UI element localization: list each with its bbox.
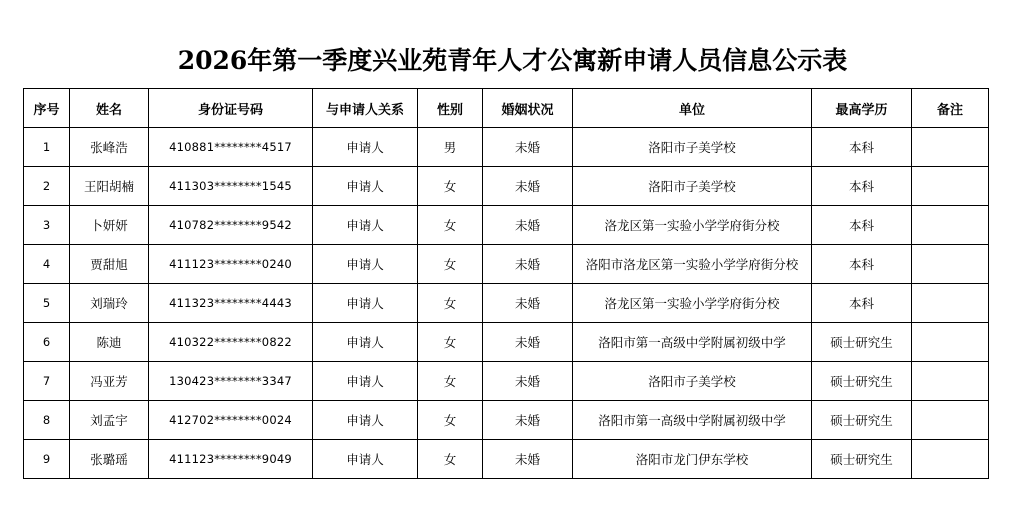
header-col-name: 姓名 bbox=[70, 89, 149, 128]
cell-col-marital-status: 未婚 bbox=[483, 401, 573, 440]
cell-col-id-number: 410322********0822 bbox=[149, 323, 313, 362]
table-row bbox=[24, 167, 989, 206]
cell-col-gender: 女 bbox=[418, 323, 483, 362]
header-col-seq: 序号 bbox=[24, 89, 70, 128]
cell-col-marital-status: 未婚 bbox=[483, 128, 573, 167]
cell-col-gender: 女 bbox=[418, 167, 483, 206]
cell-col-name: 卜妍妍 bbox=[70, 206, 149, 245]
cell-col-name: 贾甜旭 bbox=[70, 245, 149, 284]
cell-col-gender: 女 bbox=[418, 401, 483, 440]
cell-col-remarks bbox=[912, 245, 989, 284]
header-row bbox=[24, 89, 989, 128]
cell-col-name: 王阳胡楠 bbox=[70, 167, 149, 206]
cell-col-gender: 男 bbox=[418, 128, 483, 167]
table-row bbox=[24, 128, 989, 167]
cell-col-gender: 女 bbox=[418, 206, 483, 245]
table-row bbox=[24, 362, 989, 401]
table-row bbox=[24, 206, 989, 245]
cell-col-marital-status: 未婚 bbox=[483, 362, 573, 401]
cell-col-employer: 洛阳市子美学校 bbox=[573, 128, 812, 167]
cell-col-education: 本科 bbox=[812, 284, 912, 323]
table-row bbox=[24, 440, 989, 479]
cell-col-seq: 2 bbox=[24, 167, 70, 206]
header-col-gender: 性别 bbox=[418, 89, 483, 128]
cell-col-education: 本科 bbox=[812, 167, 912, 206]
cell-col-education: 本科 bbox=[812, 128, 912, 167]
header-col-employer: 单位 bbox=[573, 89, 812, 128]
cell-col-name: 冯亚芳 bbox=[70, 362, 149, 401]
cell-col-id-number: 411123********0240 bbox=[149, 245, 313, 284]
cell-col-id-number: 410782********9542 bbox=[149, 206, 313, 245]
header-col-remarks: 备注 bbox=[912, 89, 989, 128]
table-row bbox=[24, 323, 989, 362]
cell-col-id-number: 410881********4517 bbox=[149, 128, 313, 167]
cell-col-employer: 洛阳市子美学校 bbox=[573, 167, 812, 206]
cell-col-employer: 洛阳市洛龙区第一实验小学学府街分校 bbox=[573, 245, 812, 284]
cell-col-gender: 女 bbox=[418, 284, 483, 323]
cell-col-education: 硕士研究生 bbox=[812, 401, 912, 440]
cell-col-relation: 申请人 bbox=[313, 167, 418, 206]
cell-col-seq: 9 bbox=[24, 440, 70, 479]
cell-col-education: 本科 bbox=[812, 206, 912, 245]
page-title: 2026年第一季度兴业苑青年人才公寓新申请人员信息公示表 bbox=[177, 46, 848, 75]
cell-col-relation: 申请人 bbox=[313, 323, 418, 362]
cell-col-education: 本科 bbox=[812, 245, 912, 284]
cell-col-relation: 申请人 bbox=[313, 440, 418, 479]
cell-col-relation: 申请人 bbox=[313, 206, 418, 245]
cell-col-relation: 申请人 bbox=[313, 362, 418, 401]
header-col-education: 最高学历 bbox=[812, 89, 912, 128]
cell-col-remarks bbox=[912, 362, 989, 401]
header-col-id-number: 身份证号码 bbox=[149, 89, 313, 128]
cell-col-employer: 洛龙区第一实验小学学府街分校 bbox=[573, 284, 812, 323]
cell-col-gender: 女 bbox=[418, 362, 483, 401]
cell-col-seq: 5 bbox=[24, 284, 70, 323]
cell-col-employer: 洛阳市子美学校 bbox=[573, 362, 812, 401]
applicant-table bbox=[23, 88, 989, 479]
cell-col-education: 硕士研究生 bbox=[812, 362, 912, 401]
cell-col-marital-status: 未婚 bbox=[483, 440, 573, 479]
cell-col-seq: 3 bbox=[24, 206, 70, 245]
cell-col-marital-status: 未婚 bbox=[483, 245, 573, 284]
cell-col-id-number: 411323********4443 bbox=[149, 284, 313, 323]
cell-col-name: 刘孟宇 bbox=[70, 401, 149, 440]
cell-col-id-number: 130423********3347 bbox=[149, 362, 313, 401]
cell-col-remarks bbox=[912, 440, 989, 479]
cell-col-id-number: 411123********9049 bbox=[149, 440, 313, 479]
cell-col-employer: 洛阳市第一高级中学附属初级中学 bbox=[573, 323, 812, 362]
cell-col-marital-status: 未婚 bbox=[483, 167, 573, 206]
cell-col-seq: 6 bbox=[24, 323, 70, 362]
cell-col-employer: 洛阳市龙门伊东学校 bbox=[573, 440, 812, 479]
cell-col-name: 张峰浩 bbox=[70, 128, 149, 167]
cell-col-remarks bbox=[912, 206, 989, 245]
table-row bbox=[24, 284, 989, 323]
cell-col-relation: 申请人 bbox=[313, 128, 418, 167]
cell-col-seq: 7 bbox=[24, 362, 70, 401]
cell-col-relation: 申请人 bbox=[313, 245, 418, 284]
cell-col-employer: 洛阳市第一高级中学附属初级中学 bbox=[573, 401, 812, 440]
cell-col-marital-status: 未婚 bbox=[483, 323, 573, 362]
cell-col-id-number: 411303********1545 bbox=[149, 167, 313, 206]
cell-col-marital-status: 未婚 bbox=[483, 206, 573, 245]
cell-col-name: 张璐瑶 bbox=[70, 440, 149, 479]
cell-col-education: 硕士研究生 bbox=[812, 323, 912, 362]
cell-col-remarks bbox=[912, 323, 989, 362]
cell-col-seq: 1 bbox=[24, 128, 70, 167]
cell-col-relation: 申请人 bbox=[313, 401, 418, 440]
cell-col-name: 刘瑞玲 bbox=[70, 284, 149, 323]
cell-col-relation: 申请人 bbox=[313, 284, 418, 323]
cell-col-gender: 女 bbox=[418, 245, 483, 284]
cell-col-remarks bbox=[912, 284, 989, 323]
cell-col-seq: 4 bbox=[24, 245, 70, 284]
cell-col-gender: 女 bbox=[418, 440, 483, 479]
cell-col-seq: 8 bbox=[24, 401, 70, 440]
header-col-marital-status: 婚姻状况 bbox=[483, 89, 573, 128]
header-col-relation: 与申请人关系 bbox=[313, 89, 418, 128]
cell-col-remarks bbox=[912, 167, 989, 206]
cell-col-name: 陈迪 bbox=[70, 323, 149, 362]
cell-col-remarks bbox=[912, 401, 989, 440]
cell-col-id-number: 412702********0024 bbox=[149, 401, 313, 440]
table-row bbox=[24, 401, 989, 440]
cell-col-remarks bbox=[912, 128, 989, 167]
cell-col-employer: 洛龙区第一实验小学学府街分校 bbox=[573, 206, 812, 245]
table-row bbox=[24, 245, 989, 284]
cell-col-marital-status: 未婚 bbox=[483, 284, 573, 323]
cell-col-education: 硕士研究生 bbox=[812, 440, 912, 479]
